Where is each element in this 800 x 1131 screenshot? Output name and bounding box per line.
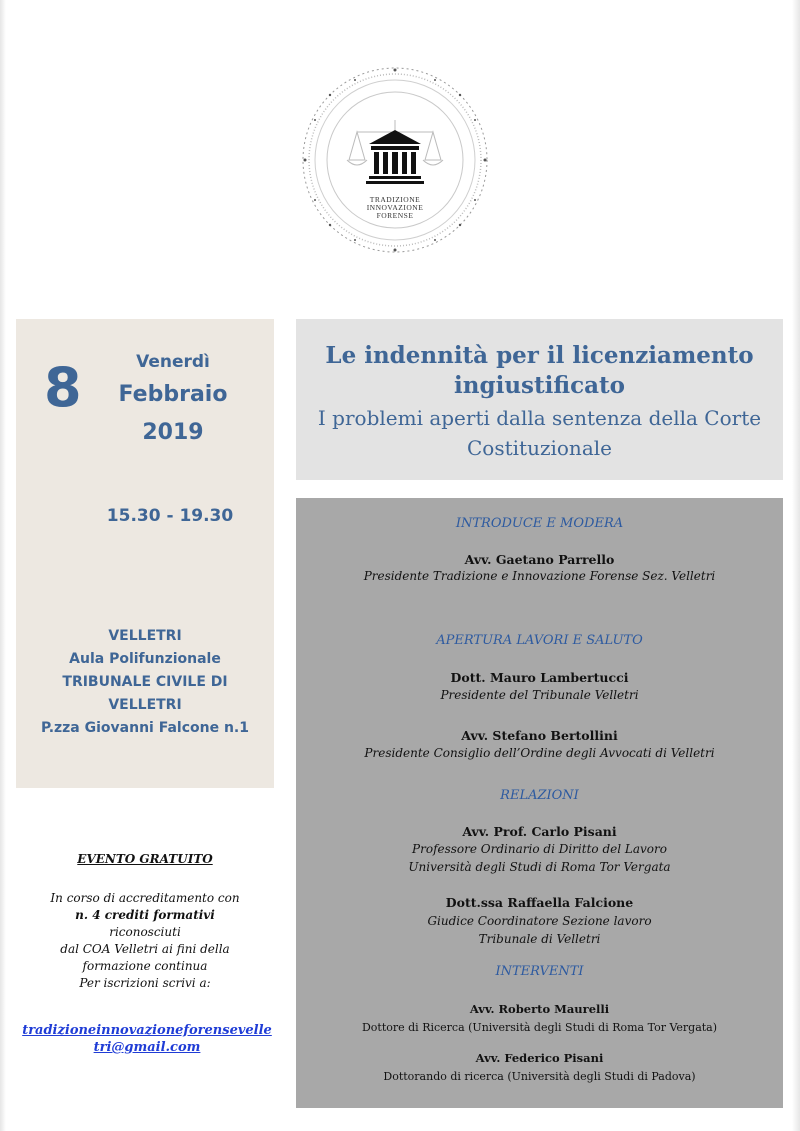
- event-subtitle: I problemi aperti dalla sentenza della Corte Costituzionale: [317, 406, 762, 460]
- speaker-name: Avv. Federico Pisani: [475, 1051, 604, 1065]
- section-heading-introduce: INTRODUCE E MODERA: [455, 516, 624, 531]
- page-edge-left: [0, 0, 6, 1131]
- registration-email-link[interactable]: tradizioneinnovazioneforensevelletri@gmail.com: [22, 1023, 272, 1055]
- logo-caption: [352, 196, 438, 220]
- speaker-name: Dott.ssa Raffaella Falcione: [445, 895, 634, 910]
- credits-line: n. 4 crediti formativi: [75, 908, 215, 922]
- month: Febbraio: [118, 382, 228, 407]
- venue-room: Aula Polifunzionale: [69, 651, 221, 667]
- logo-line3: FORENSE: [376, 211, 414, 220]
- speaker-role: Presidente Tradizione e Innovazione Forense Sez. Velletri: [363, 569, 716, 583]
- speaker-name: Avv. Prof. Carlo Pisani: [462, 824, 617, 839]
- speaker-name: Avv. Gaetano Parrello: [464, 552, 615, 567]
- page-edge-right: [792, 0, 800, 1131]
- section-heading-opening: APERTURA LAVORI E SALUTO: [436, 633, 643, 648]
- program-panel: [296, 498, 783, 1108]
- speaker-role: Università degli Studi di Roma Tor Vergata: [408, 860, 671, 874]
- venue-building: TRIBUNALE CIVILE DI: [62, 674, 228, 690]
- speaker-name: Avv. Roberto Maurelli: [469, 1002, 610, 1016]
- logo-line1: TRADIZIONE: [369, 195, 421, 204]
- accreditation-info: [16, 890, 274, 992]
- day-number: 8: [44, 356, 82, 419]
- title-box: [296, 319, 783, 480]
- event-title: Le indennità per il licenziamento ingiustificato: [325, 342, 754, 399]
- speaker-role: Presidente del Tribunale Velletri: [440, 688, 639, 702]
- info-line: formazione continua: [82, 959, 208, 973]
- venue-block: [16, 625, 274, 740]
- info-line: dal COA Velletri ai fini della: [60, 942, 230, 956]
- speaker-role: Professore Ordinario di Diritto del Lavoro: [412, 842, 667, 856]
- venue-address: P.zza Giovanni Falcone n.1: [41, 720, 249, 736]
- speaker-role: Dottore di Ricerca (Università degli Studi di Roma Tor Vergata): [361, 1021, 718, 1034]
- info-line: riconosciuti: [109, 925, 181, 939]
- logo-emblem: [295, 60, 495, 260]
- speaker-role: Tribunale di Velletri: [478, 932, 601, 946]
- info-line: In corso di accreditamento con: [50, 891, 240, 905]
- venue-city: VELLETRI: [108, 628, 182, 644]
- venue-building-city: VELLETRI: [108, 697, 182, 713]
- logo-line2: INNOVAZIONE: [366, 203, 424, 212]
- free-event-heading: EVENTO GRATUITO: [77, 852, 213, 866]
- speaker-name: Dott. Mauro Lambertucci: [450, 670, 629, 685]
- speaker-role: Presidente Consiglio dell’Ordine degli Avvocati di Velletri: [364, 746, 715, 760]
- section-heading-interventions: INTERVENTI: [495, 964, 584, 979]
- info-line: Per iscrizioni scrivi a:: [79, 976, 211, 990]
- speaker-name: Avv. Stefano Bertollini: [461, 728, 618, 743]
- time-range: 15.30 - 19.30: [106, 506, 234, 526]
- speaker-role: Dottorando di ricerca (Università degli Studi di Padova): [383, 1070, 696, 1083]
- section-heading-reports: RELAZIONI: [500, 788, 579, 803]
- speaker-role: Giudice Coordinatore Sezione lavoro: [427, 914, 652, 928]
- year: 2019: [142, 420, 204, 445]
- weekday: Venerdì: [136, 352, 210, 372]
